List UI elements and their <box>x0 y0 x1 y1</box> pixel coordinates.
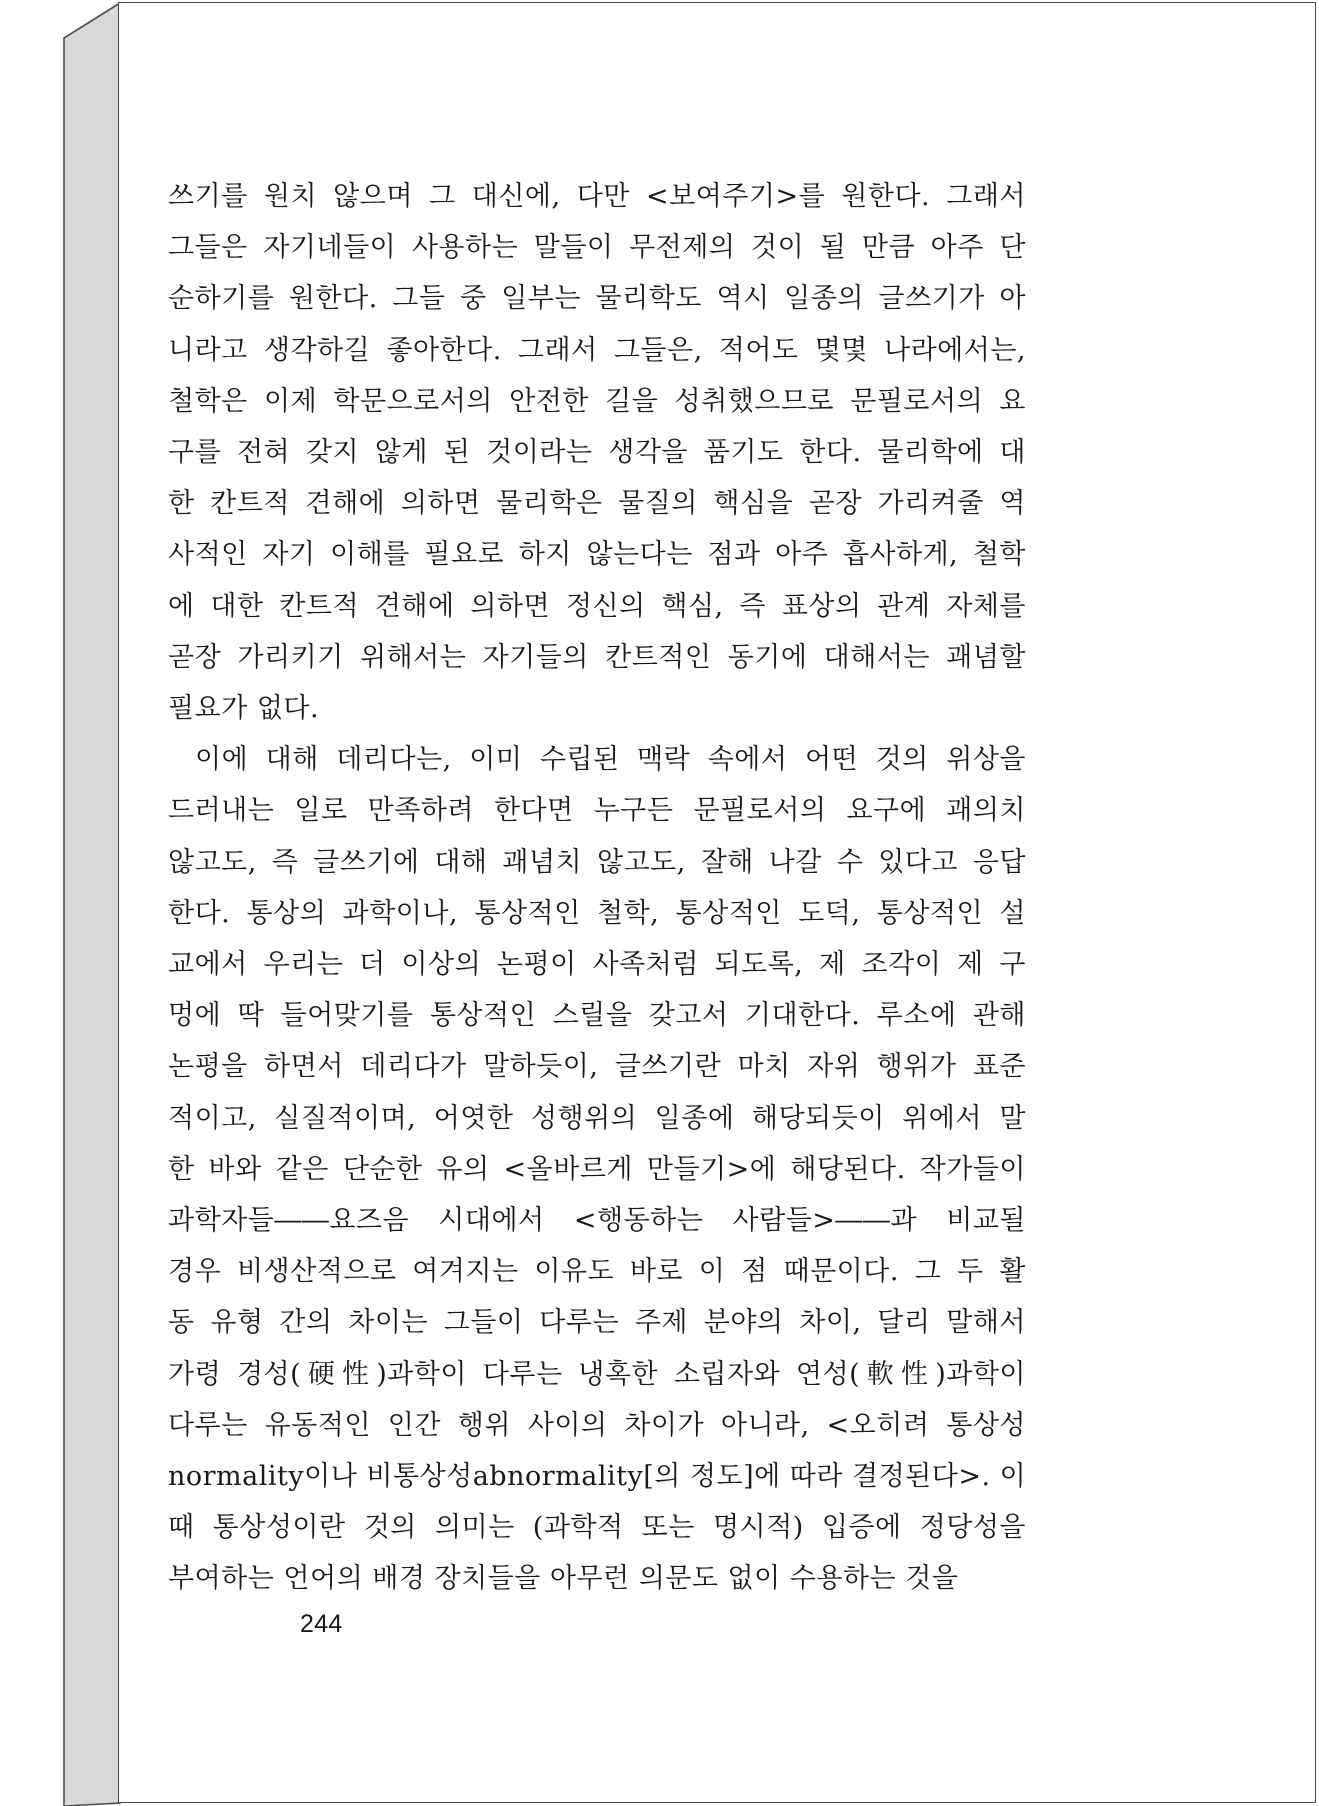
text-line: 논평을 하면서 데리다가 말하듯이, 글쓰기란 마치 자위 행위가 표준 <box>168 1051 1026 1083</box>
text-line: 가령 경성(硬性)과학이 다루는 냉혹한 소립자와 연성(軟性)과학이 <box>168 1358 1026 1390</box>
text-line: 한 칸트적 견해에 의하면 물리학은 물질의 핵심을 곧장 가리켜줄 역 <box>168 488 1026 520</box>
text-line: normality이나 비통상성abnormality[의 정도]에 따라 결정된다>. 이 <box>168 1461 1027 1493</box>
text-line: 다루는 유동적인 인간 행위 사이의 차이가 아니라, <오히려 통상성 <box>168 1409 1026 1441</box>
text-line: 니라고 생각하길 좋아한다. 그래서 그들은, 적어도 몇몇 나라에서는, <box>168 334 1026 366</box>
text-line: 때 통상성이란 것의 의미는 (과학적 또는 명시적) 입증에 정당성을 <box>168 1512 1026 1544</box>
text-line: 에 대한 칸트적 견해에 의하면 정신의 핵심, 즉 표상의 관계 자체를 <box>168 590 1026 622</box>
page-number: 244 <box>300 1610 343 1638</box>
text-line: 이에 대해 데리다는, 이미 수립된 맥락 속에서 어떤 것의 위상을 <box>195 744 1026 776</box>
text-line: 과학자들――요즈음 시대에서 <행동하는 사람들>――과 비교될 <box>168 1205 1026 1237</box>
text-line: 드러내는 일로 만족하려 한다면 누구든 문필로서의 요구에 괘의치 <box>168 795 1026 827</box>
text-line: 곧장 가리키기 위해서는 자기들의 칸트적인 동기에 대해서는 괘념할 <box>168 641 1026 673</box>
body-text <box>168 171 1026 1605</box>
text-line: 경우 비생산적으로 여겨지는 이유도 바로 이 점 때문이다. 그 두 활 <box>168 1256 1026 1288</box>
text-line: 구를 전혀 갖지 않게 된 것이라는 생각을 품기도 한다. 물리학에 대 <box>168 437 1026 469</box>
text-line: 필요가 없다. <box>168 693 320 725</box>
text-line: 철학은 이제 학문으로서의 안전한 길을 성취했으므로 문필로서의 요 <box>168 385 1026 417</box>
paragraph-1 <box>168 171 1026 734</box>
text-line: 않고도, 즉 글쓰기에 대해 괘념치 않고도, 잘해 나갈 수 있다고 응답 <box>168 846 1026 878</box>
text-line: 멍에 딱 들어맞기를 통상적인 스릴을 갖고서 기대한다. 루소에 관해 <box>168 1000 1026 1032</box>
text-line: 동 유형 간의 차이는 그들이 다루는 주제 분야의 차이, 달리 말해서 <box>168 1307 1026 1339</box>
text-line: 부여하는 언어의 배경 장치들을 아무런 의문도 없이 수용하는 것을 <box>168 1563 959 1595</box>
text-line: 적이고, 실질적이며, 어엿한 성행위의 일종에 해당되듯이 위에서 말 <box>168 1102 1026 1134</box>
text-line: 순하기를 원한다. 그들 중 일부는 물리학도 역시 일종의 글쓰기가 아 <box>168 283 1026 315</box>
text-line: 쓰기를 원치 않으며 그 대신에, 다만 <보여주기>를 원한다. 그래서 <box>168 181 1026 212</box>
paragraph-2 <box>168 734 1026 1604</box>
text-line: 그들은 자기네들이 사용하는 말들이 무전제의 것이 될 만큼 아주 단 <box>168 232 1026 264</box>
text-line: 교에서 우리는 더 이상의 논평이 사족처럼 되도록, 제 조각이 제 구 <box>168 949 1026 981</box>
text-line: 한다. 통상의 과학이나, 통상적인 철학, 통상적인 도덕, 통상적인 설 <box>168 897 1026 929</box>
text-line: 사적인 자기 이해를 필요로 하지 않는다는 점과 아주 흡사하게, 철학 <box>168 539 1026 571</box>
text-line: 한 바와 같은 단순한 유의 <올바르게 만들기>에 해당된다. 작가들이 <box>168 1153 1026 1185</box>
